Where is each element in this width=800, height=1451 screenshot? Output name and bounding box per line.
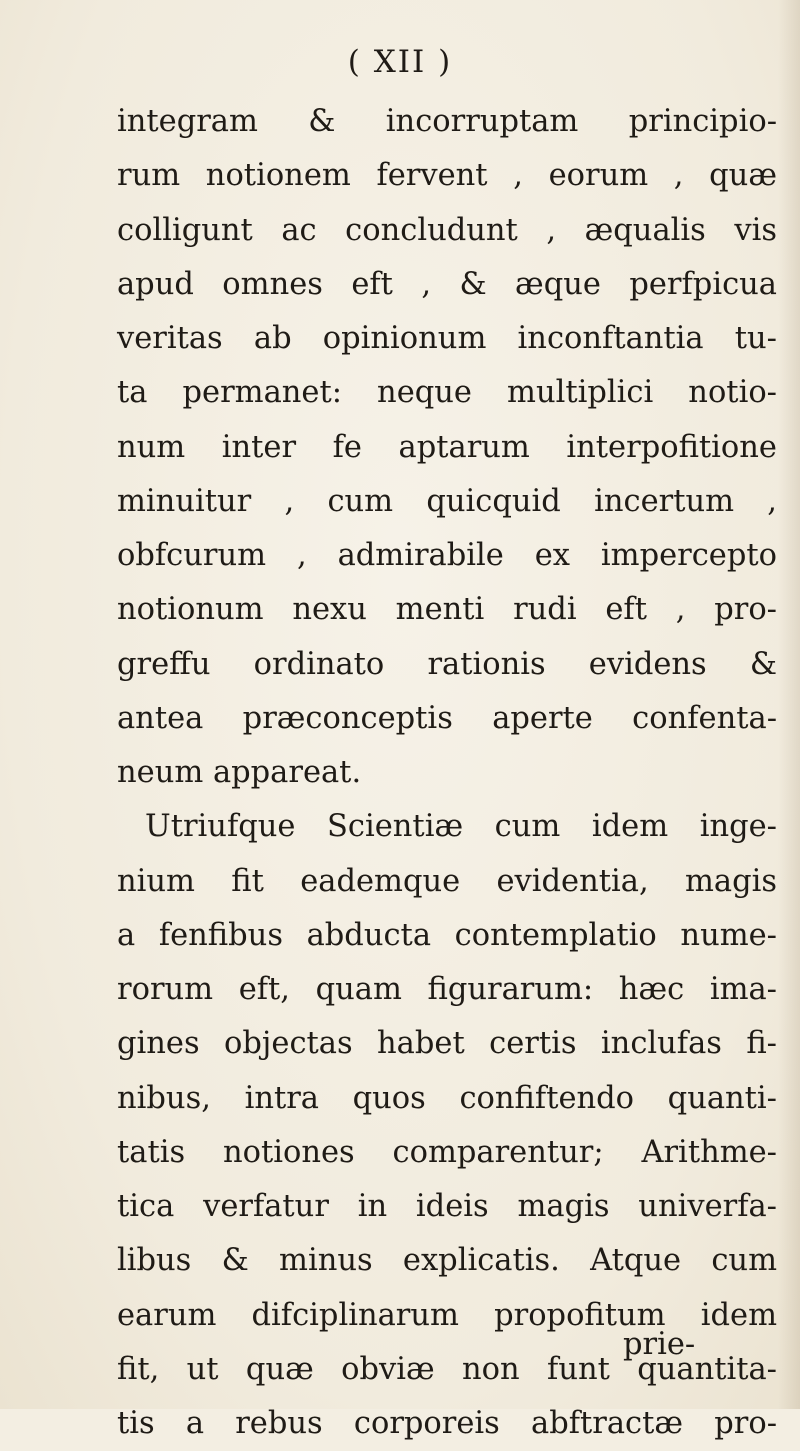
running-head: ( XII ) [347,44,453,80]
text-line: libus & minus explicatis. Atque cum [117,1243,777,1279]
text-line: minuitur , cum quicquid incertum , [117,483,777,519]
page-edge-shadow [778,0,800,1409]
text-line: earum difciplinarum propofitum idem [117,1297,777,1333]
text-line: rorum eft, quam figurarum: hæc ima- [117,972,777,1007]
text-line: greffu ordinato rationis evidens & [117,646,777,682]
text-line: gines objectas habet certis inclufas fi- [117,1026,777,1062]
text-line: nibus, intra quos confiftendo quanti- [117,1080,777,1116]
text-line: tis a rebus corporeis abftractæ pro- [117,1406,777,1441]
text-line: notionum nexu menti rudi eft , pro- [117,592,777,628]
text-line: rum notionem fervent , eorum , quæ [117,158,777,194]
text-line: veritas ab opinionum inconftantia tu- [117,321,777,356]
catchword: prie- [623,1327,696,1362]
text-line: a fenfibus abducta contemplatio nume- [117,917,777,953]
text-line: nium fit eademque evidentia, magis [117,863,777,899]
text-line: antea præconceptis aperte confenta- [117,700,777,736]
text-line: obfcurum , admirabile ex impercepto [117,538,777,573]
text-line: apud omnes eft , & æque perfpicua [117,266,777,302]
text-line: integram & incorruptam principio- [117,104,777,139]
text-line: ta permanet: neque multiplici notio- [117,375,777,411]
paragraph-start-line: Utriufque Scientiæ cum idem inge- [145,809,777,845]
paragraph-end-line: neum appareat. [117,755,362,790]
body-text [117,95,777,1451]
text-line: tica verfatur in ideis magis univerfa- [117,1189,777,1224]
text-line: colligunt ac concludunt , æqualis vis [117,212,777,248]
text-line: num inter fe aptarum interpofitione [117,429,777,465]
text-line: tatis notiones comparentur; Arithme- [117,1134,777,1170]
text-line: fit, ut quæ obviæ non funt quantita- [117,1351,777,1387]
